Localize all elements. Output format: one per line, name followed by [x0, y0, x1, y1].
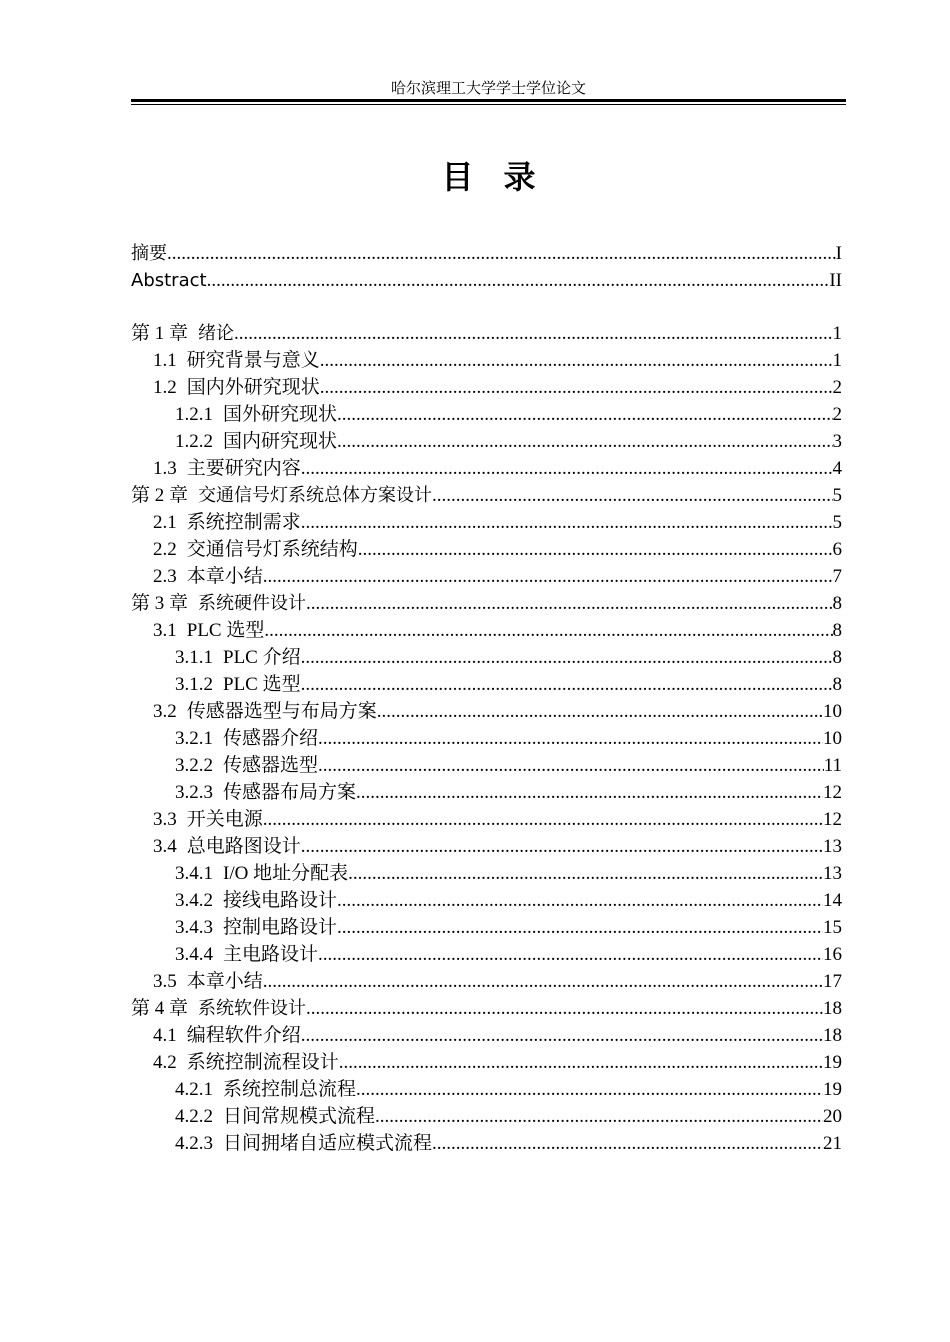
toc-entry-title [175, 725, 318, 752]
toc-entry-title [175, 779, 356, 806]
toc-dot-leader [263, 968, 823, 995]
toc-entry-title [131, 240, 167, 267]
toc-entry-number: 4.2.3 [175, 1133, 213, 1154]
toc-entry[interactable] [131, 1130, 842, 1157]
toc-entry[interactable] [131, 617, 842, 644]
toc-entry-label: 系统硬件设计 [198, 593, 307, 614]
toc-entry-label: 系统控制流程设计 [186, 1052, 339, 1073]
toc-dot-leader [318, 752, 824, 779]
toc-entry-label: Abstract [131, 270, 207, 291]
toc-entry[interactable] [131, 509, 842, 536]
table-of-contents [131, 240, 842, 1157]
toc-entry[interactable] [131, 914, 842, 941]
toc-entry-title [131, 995, 306, 1022]
toc-entry-number: 4.2 [153, 1052, 177, 1073]
toc-entry[interactable] [131, 401, 842, 428]
toc-dot-leader [356, 779, 823, 806]
toc-dot-leader [263, 806, 823, 833]
toc-entry-label: 控制电路设计 [223, 917, 338, 938]
toc-entry-title [175, 914, 337, 941]
toc-entry-number: 1.2.2 [175, 431, 213, 452]
toc-dot-leader [301, 671, 833, 698]
toc-dot-leader [348, 860, 823, 887]
toc-page-number: 18 [823, 998, 842, 1019]
toc-entry-title [175, 941, 318, 968]
toc-entry-title [153, 617, 264, 644]
toc-entry[interactable] [131, 752, 842, 779]
toc-dot-leader [432, 482, 832, 509]
toc-page-number: 8 [832, 674, 842, 695]
toc-page-number: 5 [832, 485, 842, 506]
toc-page-number: 17 [823, 971, 842, 992]
toc-entry-title [153, 1049, 339, 1076]
toc-dot-leader [263, 563, 833, 590]
toc-dot-leader [377, 698, 823, 725]
toc-entry-number: 3.1.2 [175, 674, 213, 695]
toc-entry-title [131, 267, 207, 294]
toc-entry-label: 主要研究内容 [186, 458, 301, 479]
toc-dot-leader [306, 995, 823, 1022]
toc-entry-label: 交通信号灯系统总体方案设计 [198, 485, 433, 506]
toc-dot-leader [301, 509, 833, 536]
toc-entry-number: 第 4 章 [131, 998, 189, 1019]
toc-entry-number: 3.4.4 [175, 944, 213, 965]
toc-entry-label: 国内外研究现状 [186, 377, 320, 398]
toc-entry-title [175, 1130, 432, 1157]
toc-page-number: 10 [823, 728, 842, 749]
toc-page-number: 4 [832, 458, 842, 479]
toc-entry[interactable] [131, 1022, 842, 1049]
toc-entry[interactable] [131, 968, 842, 995]
toc-dot-leader [207, 267, 830, 294]
toc-entry-title [153, 698, 377, 725]
toc-entry[interactable] [131, 941, 842, 968]
toc-page-number: 8 [832, 593, 842, 614]
toc-entry-title [175, 401, 337, 428]
toc-entry[interactable] [131, 1103, 842, 1130]
toc-entry[interactable] [131, 455, 842, 482]
toc-entry[interactable] [131, 1076, 842, 1103]
toc-page-number: 14 [823, 890, 842, 911]
toc-entry-label: 本章小结 [186, 566, 263, 587]
toc-entry[interactable] [131, 887, 842, 914]
toc-entry-label: 总电路图设计 [186, 836, 301, 857]
toc-entry-label: 交通信号灯系统结构 [186, 539, 358, 560]
toc-entry-number: 3.3 [153, 809, 177, 830]
toc-entry-label: 研究背景与意义 [186, 350, 320, 371]
toc-entry[interactable] [131, 428, 842, 455]
toc-entry-label: 传感器布局方案 [223, 782, 357, 803]
toc-page-number: 12 [823, 782, 842, 803]
toc-page-number: 20 [823, 1106, 842, 1127]
toc-entry-number: 1.2 [153, 377, 177, 398]
toc-entry[interactable] [131, 563, 842, 590]
toc-page-number: 13 [823, 836, 842, 857]
toc-entry-title [153, 455, 301, 482]
toc-entry[interactable] [131, 536, 842, 563]
toc-entry-label: 国内研究现状 [223, 431, 338, 452]
toc-entry-title [153, 968, 263, 995]
toc-entry[interactable] [131, 644, 842, 671]
toc-dot-leader [301, 833, 823, 860]
toc-dot-leader [234, 320, 832, 347]
toc-page-number: 6 [832, 539, 842, 560]
toc-entry-title [175, 428, 337, 455]
toc-entry-label: 传感器选型 [223, 755, 319, 776]
toc-dot-leader [337, 428, 832, 455]
toc-entry-label: 传感器选型与布局方案 [186, 701, 377, 722]
toc-entry-title [153, 347, 320, 374]
toc-entry-label: 日间常规模式流程 [223, 1106, 376, 1127]
toc-dot-leader [301, 1022, 823, 1049]
toc-entry-title [175, 752, 318, 779]
toc-page-number: 2 [832, 377, 842, 398]
toc-entry-label: 本章小结 [186, 971, 263, 992]
toc-entry-number: 3.4.1 [175, 863, 213, 884]
toc-page-number: 11 [823, 755, 842, 776]
toc-entry-label: PLC 介绍 [223, 647, 301, 668]
toc-dot-leader [356, 1076, 823, 1103]
toc-entry-title [153, 563, 263, 590]
toc-dot-leader [167, 240, 836, 267]
toc-entry[interactable] [131, 671, 842, 698]
toc-entry-title [175, 860, 348, 887]
toc-entry-title [153, 1022, 301, 1049]
toc-entry-number: 3.4 [153, 836, 177, 857]
toc-entry-title [175, 887, 337, 914]
toc-entry-number: 3.2 [153, 701, 177, 722]
toc-entry[interactable] [131, 725, 842, 752]
toc-page-number: 15 [823, 917, 842, 938]
toc-entry-number: 3.4.2 [175, 890, 213, 911]
toc-entry[interactable] [131, 267, 842, 294]
toc-entry[interactable] [131, 374, 842, 401]
toc-entry-number: 3.1 [153, 620, 177, 641]
header-rule-thin [131, 104, 846, 105]
toc-entry-label: 系统控制需求 [186, 512, 301, 533]
header-rule-thick [131, 99, 846, 102]
toc-page-number: 1 [832, 323, 842, 344]
toc-entry[interactable] [131, 347, 842, 374]
toc-dot-leader [320, 374, 833, 401]
running-header: 哈尔滨理工大学学士学位论文 [390, 81, 586, 97]
toc-entry-label: 绪论 [198, 323, 235, 344]
toc-entry-number: 3.4.3 [175, 917, 213, 938]
toc-page-number: 10 [823, 701, 842, 722]
toc-entry-label: PLC 选型 [223, 674, 301, 695]
toc-entry-label: 接线电路设计 [223, 890, 338, 911]
toc-dot-leader [301, 644, 833, 671]
toc-entry[interactable] [131, 806, 842, 833]
toc-entry-number: 3.2.1 [175, 728, 213, 749]
toc-entry-number: 2.1 [153, 512, 177, 533]
toc-entry[interactable] [131, 320, 842, 347]
toc-entry-label: 摘要 [131, 243, 167, 264]
toc-entry-number: 1.3 [153, 458, 177, 479]
toc-entry-label: 主电路设计 [223, 944, 319, 965]
toc-entry-title [131, 482, 432, 509]
toc-dot-leader [318, 725, 823, 752]
toc-page-number: 21 [823, 1133, 842, 1154]
toc-dot-leader [339, 1049, 823, 1076]
toc-dot-leader [337, 914, 823, 941]
toc-page-number: 8 [832, 620, 842, 641]
toc-entry-number: 3.1.1 [175, 647, 213, 668]
toc-entry-number: 4.2.2 [175, 1106, 213, 1127]
toc-entry[interactable] [131, 860, 842, 887]
page-title: 目录 [441, 158, 566, 196]
toc-dot-leader [337, 401, 832, 428]
toc-entry-label: 开关电源 [186, 809, 263, 830]
toc-entry[interactable] [131, 698, 842, 725]
toc-dot-leader [264, 617, 832, 644]
toc-page-number: 8 [832, 647, 842, 668]
toc-entry-number: 1.1 [153, 350, 177, 371]
toc-page-number: 18 [823, 1025, 842, 1046]
toc-dot-leader [306, 590, 832, 617]
toc-entry-number: 3.2.2 [175, 755, 213, 776]
toc-entry-label: 国外研究现状 [223, 404, 338, 425]
toc-entry[interactable] [131, 1049, 842, 1076]
toc-dot-leader [318, 941, 823, 968]
toc-page-number: 16 [823, 944, 842, 965]
toc-entry-label: 系统控制总流程 [223, 1079, 357, 1100]
toc-entry[interactable] [131, 833, 842, 860]
toc-entry-number: 第 3 章 [131, 593, 189, 614]
toc-entry-label: I/O 地址分配表 [223, 863, 349, 884]
toc-entry-number: 第 1 章 [131, 323, 189, 344]
toc-dot-leader [375, 1103, 823, 1130]
toc-entry-number: 4.2.1 [175, 1079, 213, 1100]
toc-page-number: 5 [832, 512, 842, 533]
toc-entry[interactable] [131, 590, 842, 617]
toc-dot-leader [301, 455, 833, 482]
toc-entry-label: 编程软件介绍 [186, 1025, 301, 1046]
toc-dot-leader [320, 347, 833, 374]
toc-entry[interactable] [131, 240, 842, 267]
toc-entry-title [131, 320, 234, 347]
toc-entry-label: 系统软件设计 [198, 998, 307, 1019]
toc-dot-leader [432, 1130, 823, 1157]
toc-entry-title [175, 671, 301, 698]
toc-dot-leader [337, 887, 823, 914]
toc-page-number: I [835, 243, 842, 264]
toc-page-number: 1 [832, 350, 842, 371]
toc-entry-number: 1.2.1 [175, 404, 213, 425]
toc-entry-title [175, 1103, 375, 1130]
toc-entry-label: 传感器介绍 [223, 728, 319, 749]
toc-entry-label: 日间拥堵自适应模式流程 [223, 1133, 433, 1154]
toc-entry-title [153, 833, 301, 860]
toc-entry-title [153, 509, 301, 536]
toc-page-number: II [829, 270, 842, 291]
toc-entry-title [153, 374, 320, 401]
toc-entry-title [153, 536, 358, 563]
toc-page-number: 12 [823, 809, 842, 830]
toc-page-number: 7 [832, 566, 842, 587]
toc-entry-number: 3.2.3 [175, 782, 213, 803]
toc-entry[interactable] [131, 995, 842, 1022]
toc-entry[interactable] [131, 779, 842, 806]
toc-entry-number: 2.3 [153, 566, 177, 587]
toc-entry-number: 4.1 [153, 1025, 177, 1046]
toc-entry-title [131, 590, 306, 617]
toc-page-number: 3 [832, 431, 842, 452]
toc-entry-title [153, 806, 263, 833]
toc-entry-title [175, 1076, 356, 1103]
toc-page-number: 19 [823, 1079, 842, 1100]
toc-entry-label: PLC 选型 [186, 620, 265, 641]
toc-page-number: 2 [832, 404, 842, 425]
toc-page-number: 19 [823, 1052, 842, 1073]
toc-page-number: 13 [823, 863, 842, 884]
toc-entry[interactable] [131, 482, 842, 509]
toc-entry-number: 2.2 [153, 539, 177, 560]
toc-entry-number: 3.5 [153, 971, 177, 992]
toc-entry-number: 第 2 章 [131, 485, 189, 506]
toc-entry-title [175, 644, 301, 671]
toc-dot-leader [358, 536, 833, 563]
